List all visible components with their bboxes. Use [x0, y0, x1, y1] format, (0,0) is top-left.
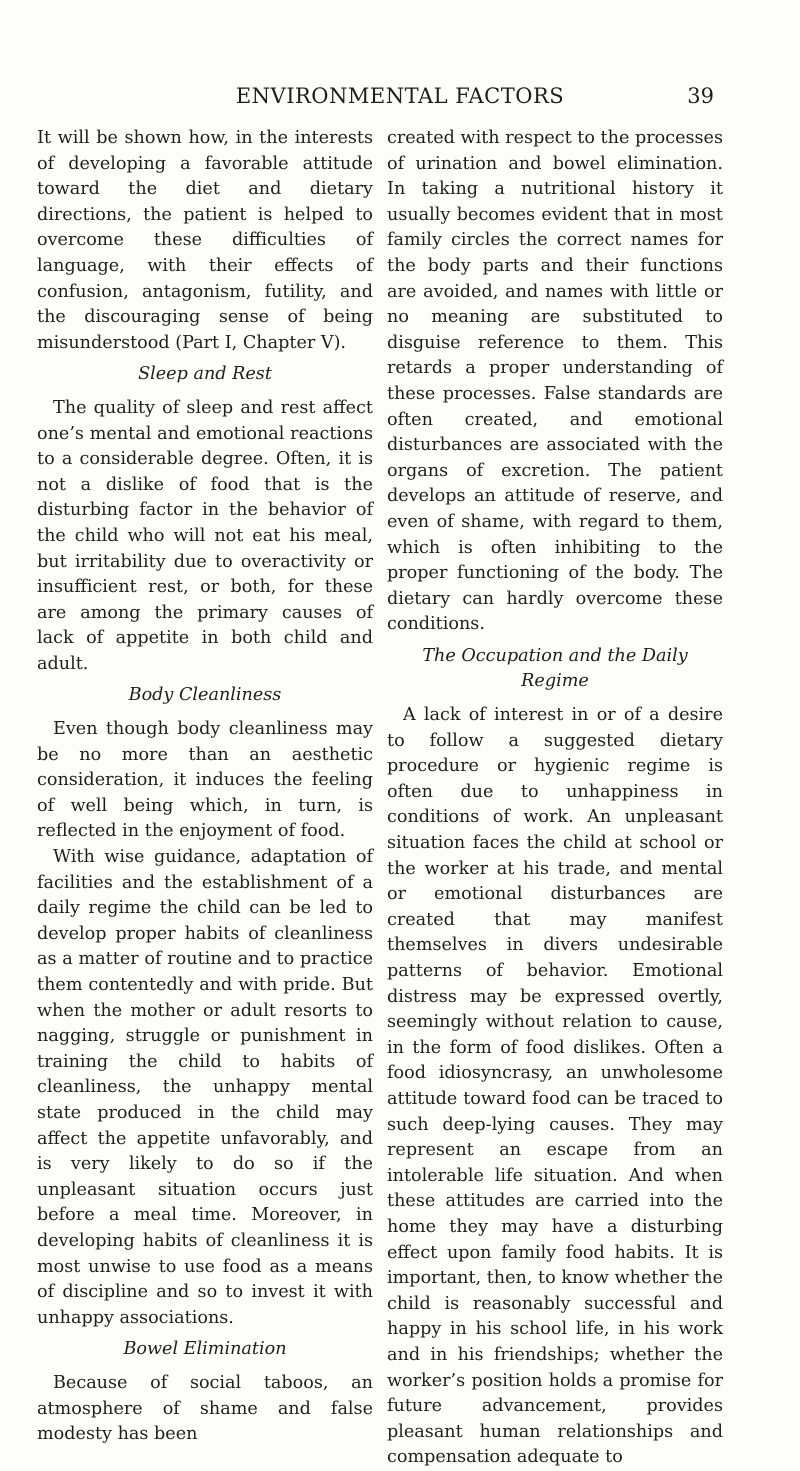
paragraph-body-2: With wise guidance, adaptation of facilities and the establishment of a daily regime the child can be led to develop proper habits of cleanliness as a matter of routine and to practice them contentedly and with pride. But when the mother or adult resorts to nagging, struggle or punishment in training the child to habits of cleanliness, the unhappy mental state produced in the child may affect the appetite unfavorably, and is very likely to do so if the unpleasant situation occurs just before a meal time. Moreover, in developing habits of cleanliness it is most unwise to use food as a means of discipline and so to invest it with unhappy associations.	[37, 847, 373, 1328]
paragraph-bowel-continued: created with respect to the processes of urination and bowel elimination. In taking a nutritional history it usually becomes evident that in most family circles the correct names for the body parts and their functions are avoided, and names with little or no meaning are substituted to disguise reference to them. This retards a proper understanding of these processes. False standards are often created, and emotional disturbances are associated with the organs of excretion. The patient develops an attitude of reserve, and even of shame, with regard to them, which is often inhibiting to the proper functioning of the body. The dietary can hardly overcome these conditions.	[387, 128, 723, 635]
section-heading-body-cleanliness: Body Cleanliness	[128, 685, 282, 706]
paragraph-intro: It will be shown how, in the interests of developing a favorable attitude toward the diet and dietary directions, the patient is helped to overcome these difficulties of language, with their effects of confusion, antagonism, futility, and the discouraging sense of being misunderstood (Part I, Chapter V).	[37, 128, 373, 353]
paragraph-occupation: A lack of interest in or of a desire to follow a suggested dietary procedure or hygienic regime is often due to unhappiness in conditions of work. An unpleasant situation faces the child at school or the worker at his trade, and mental or emotional disturbances are created that may manifest themselves in divers undesirable patterns of behavior. Emotional distress may be expressed overtly, seemingly without relation to cause, in the form of food dislikes. Often a food idiosyncrasy, an unwholesome attitude toward food can be traced to such deep-lying causes. They may represent an escape from an intolerable life situation. And when these attitudes are carried into the home they may have a disturbing effect upon family food habits. It is important, then, to know whether the child is reasonably successful and happy in his school life, in his work and in his friendships; whether the worker’s position holds a promise for future advancement, provides pleasant human relationships and compensation adequate to	[387, 705, 723, 1468]
paragraph-sleep: The quality of sleep and rest affect one’s mental and emotional reactions to a considerable degree. Often, it is not a dislike of food that is the disturbing factor in the behavior of the child who will not eat his meal, but irritability due to overactivity or insufficient rest, or both, for these are among the primary causes of lack of appetite in both child and adult.	[37, 397, 373, 674]
right-column	[387, 126, 723, 1471]
page-number: 39	[687, 84, 714, 108]
paragraph-bowel: Because of social taboos, an atmosphere of shame and false modesty has been	[37, 1372, 373, 1445]
section-heading-occupation: The Occupation and the Daily Regime	[422, 645, 688, 692]
section-heading-bowel-elimination: Bowel Elimination	[123, 1339, 287, 1360]
section-heading-sleep-and-rest: Sleep and Rest	[138, 364, 272, 385]
left-column	[37, 126, 373, 1448]
running-head	[0, 80, 800, 112]
paragraph-body-1: Even though body cleanliness may be no more than an aesthetic consideration, it induces the feeling of well being which, in turn, is reflected in the enjoyment of food.	[37, 719, 373, 842]
running-title: ENVIRONMENTAL FACTORS	[235, 84, 565, 108]
